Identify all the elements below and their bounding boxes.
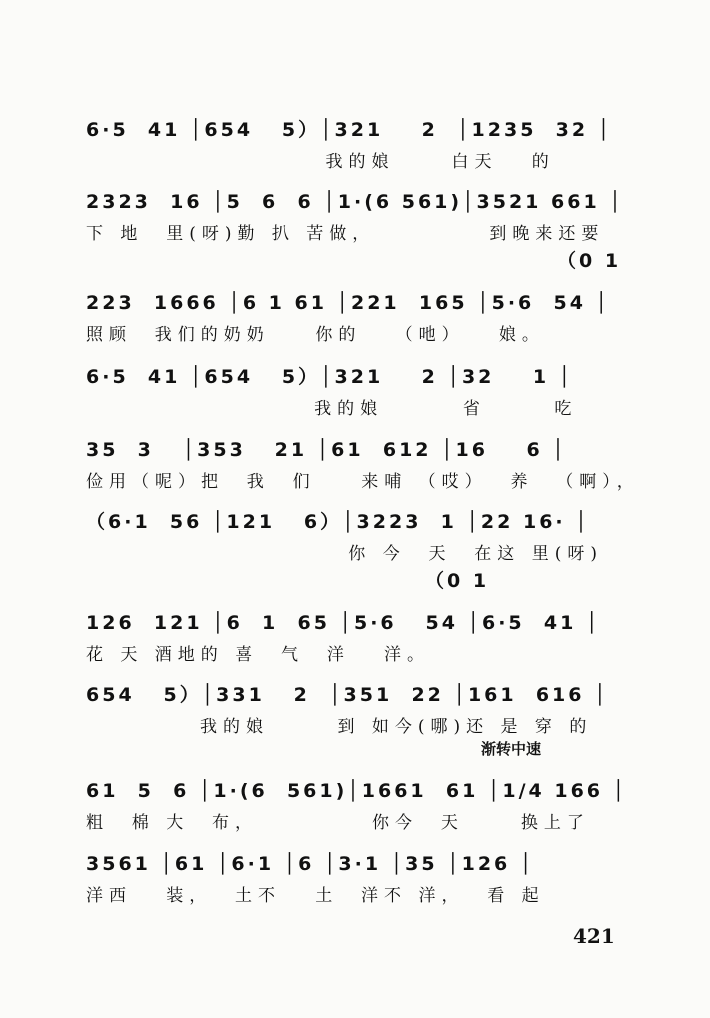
score-system-2	[86, 187, 626, 257]
notation-line: 223 1666 │6 1 61 │221 165 │5·6 54 │	[86, 292, 610, 314]
lyric-line: 照顾 我们的奶奶 你的 （吔） 娘。	[86, 325, 545, 345]
score-system-9	[86, 776, 626, 846]
lyric-line: 花 天 酒地的 喜 气 洋 洋。	[86, 645, 431, 665]
lyric-line: 俭用（呢）把 我 们 来哺 （哎） 养 （啊），	[86, 472, 640, 492]
notation-line: 6·5 41 │654 5）│321 2 │1235 32 │	[86, 119, 613, 141]
notation-line: 61 5 6 │1·(6 561)│1661 61 │1/4 166 │	[86, 780, 628, 802]
score-system-5	[86, 435, 640, 505]
notation-line: 35 3 │353 21 │61 612 │16 6 │	[86, 439, 567, 461]
lyric-line: 洋西 装， 土不 土 洋不 洋， 看 起	[86, 886, 545, 906]
lyric-line: 我的娘 白天 的	[86, 152, 555, 172]
lyric-line: 粗 棉 大 布， 你今 天 换上了	[86, 813, 590, 833]
bracket-note-mark: （0 1	[425, 570, 490, 592]
score-system-1	[86, 115, 626, 185]
notation-line: 654 5）│331 2 │351 22 │161 616 │	[86, 684, 609, 706]
lyric-line: 你 今 天 在这 里(呀)	[86, 544, 603, 564]
score-system-4	[86, 362, 626, 432]
lyric-line: 我的娘 到 如今(哪)还 是 穿 的	[86, 717, 593, 737]
score-system-3	[86, 288, 626, 358]
notation-line: 6·5 41 │654 5）│321 2 │32 1 │	[86, 366, 574, 388]
score-system-7	[86, 608, 626, 678]
notation-line: （6·1 56 │121 6）│3223 1 │22 16· │	[86, 511, 590, 533]
score-system-6	[86, 507, 626, 577]
score-system-10	[86, 849, 626, 919]
tempo-marking: 渐转中速	[481, 740, 542, 758]
notation-line: 126 121 │6 1 65 │5·6 54 │6·5 41 │	[86, 612, 601, 634]
page-number: 421	[573, 924, 615, 948]
notation-line: 2323 16 │5 6 6 │1·(6 561)│3521 661 │	[86, 191, 624, 213]
bracket-note-mark: （0 1	[557, 250, 622, 272]
score-system-8	[86, 680, 626, 750]
notation-line: 3561 │61 │6·1 │6 │3·1 │35 │126 │	[86, 853, 535, 875]
lyric-line: 我的娘 省 吃	[86, 399, 578, 419]
lyric-line: 下 地 里(呀)勤 扒 苦做， 到晚来还要	[86, 224, 605, 244]
